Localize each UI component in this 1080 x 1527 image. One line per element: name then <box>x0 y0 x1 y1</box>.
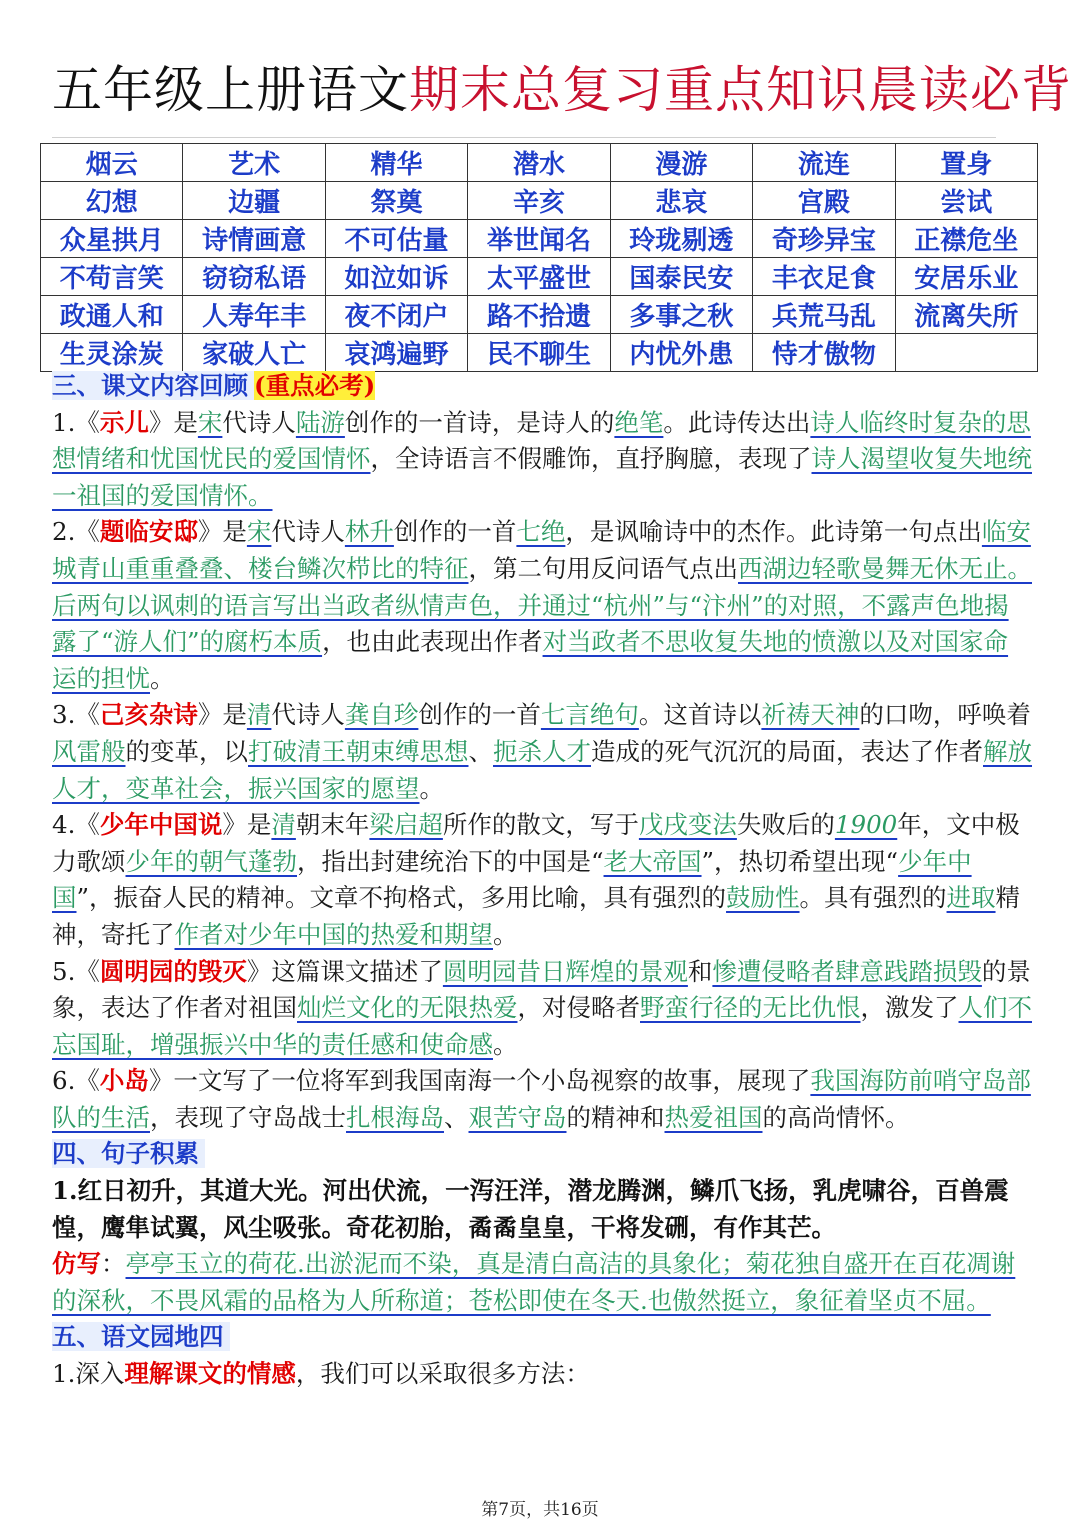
vocab-cell: 祭奠 <box>325 182 467 220</box>
paragraph-5 <box>52 954 1032 1064</box>
text-segment: 圆明园昔日辉煌的景观 <box>442 956 688 986</box>
text-segment: 。 <box>150 663 175 693</box>
section-5-paragraph-1 <box>52 1356 1032 1393</box>
text-segment: 创作的一首诗，是诗人的 <box>344 407 615 437</box>
paragraph-3 <box>52 697 1032 807</box>
vocab-cell: 精华 <box>325 144 467 182</box>
text-segment: ，是讽喻诗中的杰作。此诗第一句点出 <box>565 517 982 547</box>
imitation-label: 仿写 <box>52 1249 101 1279</box>
text-segment: 代诗人 <box>271 517 345 547</box>
text-segment: ，表现了守岛战士 <box>150 1102 346 1132</box>
text-segment: 龚自珍 <box>344 700 419 730</box>
text-segment: 的景象，表达了作者对祖国 <box>52 956 1031 1023</box>
text-title: 圆明园的毁灭 <box>99 956 247 986</box>
vocab-cell: 如泣如诉 <box>325 258 467 296</box>
text-segment: 清 <box>246 700 272 730</box>
section-4-heading <box>52 1136 1032 1173</box>
text-segment: 、 <box>444 1102 469 1132</box>
vocab-cell: 正襟危坐 <box>895 220 1037 258</box>
vocab-cell: 丰衣足食 <box>753 258 895 296</box>
poem-title: 示儿 <box>99 407 149 437</box>
text-segment: 宋 <box>246 517 272 547</box>
text-segment: 宋 <box>197 407 223 437</box>
text-segment: ，激发了 <box>860 993 959 1023</box>
text-segment: 临安城青山重重叠叠、楼台鳞次栉比的特征 <box>52 517 1031 583</box>
poem-title: 己亥杂诗 <box>99 700 198 730</box>
vocab-cell: 置身 <box>895 144 1037 182</box>
vocab-cell: 漫游 <box>610 144 752 182</box>
text-segment: 4.《 <box>52 810 100 840</box>
text-segment: 精神，寄托了 <box>52 883 1021 949</box>
vocab-cell: 奇珍异宝 <box>753 220 895 258</box>
text-segment: 西湖边轻歌曼舞无休无止。后两句以讽刺的语言写出当政者纵情声色，并通过“杭州”与“汴州”的对照，不露声色地揭露了“游人们”的腐朽本质 <box>52 553 1032 657</box>
text-segment: 》是 <box>222 810 272 840</box>
vocab-cell: 内忧外患 <box>610 334 752 372</box>
text-segment: 年，文中极力歌颂 <box>52 810 1020 876</box>
text-segment: 的精神和 <box>566 1102 665 1132</box>
vocab-cell: 辛亥 <box>468 182 610 220</box>
text-segment: 解放人才，变革社会，振兴国家的愿望 <box>52 736 1032 803</box>
text-segment: 3.《 <box>52 700 100 730</box>
text-segment: ，我们可以采取很多方法： <box>295 1359 590 1389</box>
text-segment: 代诗人 <box>222 407 296 437</box>
imitation-writing <box>52 1246 1032 1319</box>
section-5-heading <box>52 1319 1032 1356</box>
text-segment: ，对侵略者 <box>517 993 640 1023</box>
vocab-cell: 政通人和 <box>41 296 183 334</box>
text-segment: 6.《 <box>52 1066 100 1096</box>
vocab-row <box>41 334 1038 372</box>
text-segment: 》是 <box>197 517 247 547</box>
vocab-cell <box>895 334 1037 372</box>
text-segment: 我国海防前哨守岛部队的生活 <box>52 1066 1031 1132</box>
text-segment: ”，振奋人民的精神。文章不拘格式，多用比喻，具有强烈的 <box>76 883 727 913</box>
text-segment: 》是 <box>197 700 247 730</box>
text-segment: 。 <box>419 773 444 803</box>
vocab-cell: 潜水 <box>468 144 610 182</box>
text-title: 小岛 <box>99 1066 149 1096</box>
text-segment: 2.《 <box>52 517 100 547</box>
vocab-cell: 恃才傲物 <box>753 334 895 372</box>
vocab-row <box>41 258 1038 296</box>
text-segment: 打破清王朝束缚思想 <box>248 736 469 766</box>
text-segment: 的高尚情怀。 <box>762 1102 910 1132</box>
text-segment: 的口吻，呼唤着 <box>859 700 1031 730</box>
title-black: 五年级上册语文 <box>52 61 409 119</box>
vocab-cell: 多事之秋 <box>610 296 752 334</box>
text-segment: 。这首诗以 <box>638 700 762 730</box>
text-segment: 》是 <box>148 407 198 437</box>
text-segment: 七言绝句 <box>540 700 639 730</box>
vocab-cell: 人寿年丰 <box>183 296 325 334</box>
vocab-cell: 诗情画意 <box>183 220 325 258</box>
main-content <box>52 368 1032 1393</box>
vocab-cell: 路不拾遗 <box>468 296 610 334</box>
text-segment: 》一文写了一位将军到我国南海一个小岛视察的故事，展现了 <box>148 1066 811 1096</box>
text-segment: 》这篇课文描述了 <box>246 956 443 986</box>
title-divider <box>52 137 996 138</box>
text-segment: 扼杀人才 <box>493 736 591 766</box>
text-segment: ，第二句用反问语气点出 <box>468 553 738 583</box>
vocab-row <box>41 144 1038 182</box>
page-title <box>52 58 1072 122</box>
text-segment: 扎根海岛 <box>346 1102 444 1132</box>
paragraph-2 <box>52 514 1032 697</box>
vocab-cell: 幻想 <box>41 182 183 220</box>
vocab-cell: 烟云 <box>41 144 183 182</box>
text-segment: 进取 <box>946 883 996 913</box>
text-segment: 老大帝国 <box>603 846 702 876</box>
text-segment: 惨遭侵略者肆意践踏损毁 <box>712 956 982 986</box>
text-segment: 诗人渴望收复失地统一祖国的爱国情怀。 <box>52 444 1032 510</box>
text-segment: 作者对少年中国的热爱和期望 <box>174 919 493 949</box>
paragraph-4 <box>52 807 1032 953</box>
essay-title: 少年中国说 <box>99 810 223 840</box>
vocab-cell: 举世闻名 <box>468 220 610 258</box>
vocab-cell: 流离失所 <box>895 296 1037 334</box>
text-segment: ，指出封建统治下的中国是“ <box>297 846 604 876</box>
vocab-cell: 哀鸿遍野 <box>325 334 467 372</box>
text-segment: 绝笔 <box>614 407 664 437</box>
text-segment: 亭亭玉立的荷花.出淤泥而不染，真是清白高洁的具象化；菊花独自盛开在百花凋谢的深秋，不畏风霜的品格为人所称道；苍松即使在冬天.也傲然挺立，象征着坚贞不屈。 <box>52 1249 1016 1315</box>
text-segment: 热爱祖国 <box>664 1102 763 1132</box>
text-segment: 朝末年 <box>295 810 370 840</box>
title-red: 期末总复习重点知识晨读必背 <box>409 61 1072 119</box>
text-segment: 林升 <box>344 517 394 547</box>
vocab-cell: 安居乐业 <box>895 258 1037 296</box>
vocab-cell: 众星拱月 <box>41 220 183 258</box>
text-segment: 对当政者不思收复失地的愤激以及对国家命运的担忧 <box>52 627 1009 693</box>
sentence-accumulation: 1.红日初升，其道大光。河出伏流，一泻汪洋，潜龙腾渊，鳞爪飞扬，乳虎啸谷，百兽震惶，鹰隼试翼，风尘吸张。奇花初胎，矞矞皇皇，干将发硎，有作其芒。 <box>52 1176 1009 1242</box>
text-segment: 七绝 <box>516 517 566 547</box>
text-segment: ”，热切希望出现“ <box>701 846 899 876</box>
page-footer: 第7页，共16页 <box>481 1500 599 1520</box>
vocab-row <box>41 296 1038 334</box>
text-segment: 清 <box>271 810 296 840</box>
text-segment: 。 <box>493 1029 518 1059</box>
text-segment: 失败后的 <box>736 810 835 840</box>
text-segment: 人们不忘国耻，增强振兴中华的责任感和使命感 <box>52 993 1032 1059</box>
vocab-cell: 宫殿 <box>753 182 895 220</box>
text-segment: 造成的死气沉沉的局面，表达了作者 <box>591 736 983 766</box>
vocab-row <box>41 182 1038 220</box>
vocab-cell: 玲珑剔透 <box>610 220 752 258</box>
vocab-cell: 兵荒马乱 <box>753 296 895 334</box>
text-segment: 1.深入 <box>52 1359 125 1389</box>
vocab-cell: 尝试 <box>895 182 1037 220</box>
text-segment: 野蛮行径的无比仇恨 <box>640 993 861 1023</box>
text-segment: 艰苦守岛 <box>468 1102 567 1132</box>
vocab-cell: 夜不闭户 <box>325 296 467 334</box>
vocab-cell: 窃窃私语 <box>183 258 325 296</box>
vocab-cell: 艺术 <box>183 144 325 182</box>
text-segment: 鼓励性 <box>726 883 800 913</box>
paragraph-1 <box>52 405 1032 515</box>
vocab-cell: 悲哀 <box>610 182 752 220</box>
vocab-table <box>40 143 1038 372</box>
vocab-cell: 边疆 <box>183 182 325 220</box>
text-segment: 。具有强烈的 <box>799 883 947 913</box>
vocab-cell: 生灵涂炭 <box>41 334 183 372</box>
section-5-title: 五、语文园地四 <box>52 1322 230 1351</box>
vocab-cell: 不苟言笑 <box>41 258 183 296</box>
text-segment: 戊戌变法 <box>638 810 737 840</box>
vocab-cell: 民不聊生 <box>468 334 610 372</box>
text-segment: ，全诗语言不假雕饰，直抒胸臆，表现了 <box>370 444 812 474</box>
paragraph-6 <box>52 1063 1032 1136</box>
vocab-cell: 太平盛世 <box>468 258 610 296</box>
text-segment: 代诗人 <box>271 700 345 730</box>
vocab-cell: 国泰民安 <box>610 258 752 296</box>
text-segment: ： <box>101 1249 126 1279</box>
text-segment: 祈祷天神 <box>761 700 860 730</box>
text-segment: 的变革，以 <box>125 736 248 766</box>
section-3-title: 三、课文内容回顾 <box>52 371 254 400</box>
text-segment: 。此诗传达出 <box>663 407 811 437</box>
text-segment: 1.《 <box>52 407 100 437</box>
poem-title: 题临安邸 <box>99 517 198 547</box>
vocab-cell: 家破人亡 <box>183 334 325 372</box>
section-3-tag: (重点必考) <box>254 371 376 400</box>
text-segment: 灿烂文化的无限热爱 <box>297 993 518 1023</box>
section-3-heading <box>52 368 1032 405</box>
text-segment: 、 <box>468 736 493 766</box>
text-segment: 创作的一首 <box>418 700 541 730</box>
text-segment: 创作的一首 <box>393 517 517 547</box>
text-segment: 。 <box>493 919 518 949</box>
vocab-cell: 不可估量 <box>325 220 467 258</box>
vocab-row <box>41 220 1038 258</box>
text-segment: 1900 <box>834 810 898 840</box>
text-segment: 和 <box>687 956 713 986</box>
text-segment: 理解课文的情感 <box>124 1359 296 1389</box>
text-segment: 陆游 <box>295 407 345 437</box>
text-segment: 少年中国 <box>52 846 972 913</box>
text-segment: 风雷般 <box>52 736 126 766</box>
vocab-cell: 流连 <box>753 144 895 182</box>
text-segment: 少年的朝气蓬勃 <box>125 846 297 876</box>
text-segment: 诗人临终时复杂的思想情绪和忧国忧民的爱国情怀 <box>52 407 1031 474</box>
text-segment: ，也由此表现出作者 <box>322 627 543 657</box>
text-segment: 梁启超 <box>369 810 443 840</box>
text-segment: 所作的散文，写于 <box>442 810 639 840</box>
text-segment: 5.《 <box>52 956 100 986</box>
section-4-title: 四、句子积累 <box>52 1139 205 1168</box>
